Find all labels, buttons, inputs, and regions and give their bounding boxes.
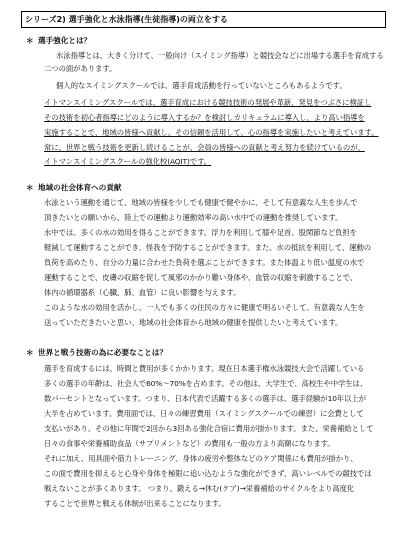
paragraph-line: それに加え、用具面や筋力トレーニング、身体の疲労や整体などのケア関係にも費用が掛かり、 <box>44 454 358 463</box>
paragraph-line: 水中では、多くの水の効用を得ることができます。浮力を利用して膝や足首、股関節など負担を <box>44 228 357 237</box>
paragraph-line: 数パーセントとなっています。つまり、日本代表で活躍する多くの選手は、選手経験が10年以上が <box>44 394 366 403</box>
section-title-text: 地域の社会体育への貢献 <box>38 183 122 192</box>
section-title-text: 選手強化とは？ <box>38 36 92 45</box>
paragraph-line: 選手を育成するには、時間と費用が多くかかります。現在日本選手権水泳競技大会で活躍している <box>44 364 365 373</box>
paragraph-line: 負荷を高めたり、自分の力量に合わせた負荷を選ぶことができます。また体温より低い温度の水で <box>44 258 365 267</box>
paragraph-line: 体内の循環器系（心臓、肺、血管）に良い影響を与えます。 <box>44 288 241 297</box>
asterisk-bullet-icon: ＊ <box>26 183 34 192</box>
paragraph-line: 戦えないことが多くあります。 つまり、鍛える→休む(ケア)→栄養補給のサイクルをより高度化 <box>44 484 355 493</box>
asterisk-bullet-icon: ＊ <box>26 36 34 45</box>
paragraph-line: 送っていただきたいと思い、地域の社会体育から地域の健康を提供したいと考えています。 <box>44 318 343 327</box>
paragraph-line: 支払いがあり、その他に年間で2回から3回ある強化合宿に費用が掛かります。また、栄養補給として <box>44 424 374 433</box>
paragraph-line: このような水の効用を活かし、一人でも多くの住民の方々に健康で明るいそして、有意義な人生を <box>44 303 365 312</box>
asterisk-bullet-icon: ＊ <box>26 348 34 357</box>
section-title-community <box>26 183 122 193</box>
paragraph-line: この面で費用を抑えると心身や身体を極限に追い込むような強化ができず、高いレベルでの競技では <box>44 469 372 478</box>
paragraph-line: 軽減して運動することができ、怪我を予防することができます。また、水の抵抗を利用して、運動の <box>44 243 372 252</box>
paragraph-line: 運動することで、皮膚の収縮を促して風邪のかかり難い身体や、血管の収縮を刺激することで、 <box>44 273 358 282</box>
paragraph-line: 水泳という運動を通じて、地域の皆様を少しでも健康で健やかに、そして有意義な人生を歩んで <box>44 198 358 207</box>
paragraph-line: その技術を初心者指導にどのように導入するか？を検討しカリキュラムに導入し、より高い指導を <box>44 113 365 122</box>
paragraph-line: 水泳指導とは、大きく分けて、一般向け（スイミング指導）と競技会などに出場する選手を育成する <box>56 51 384 60</box>
paragraph-line: することで世界と戦える体制が出来ることになります。 <box>44 499 226 508</box>
paragraph-line: 多くの選手の年齢は、社会人で60%～70%を占めます。その他は、大学生で、高校生や中学生は、 <box>44 379 368 388</box>
paragraph-line: 常に、世界と戦う技術を更新し続けることが、会員の皆様への貢献と考え努力を続けているのが、 <box>44 143 365 152</box>
section-title-world <box>26 348 167 358</box>
paragraph-line: 大半を占めています。費用面では、日々の練習費用（スイミングスクールでの練習）に会費として <box>44 409 364 418</box>
paragraph-line: 個人的なスイミングスクールでは、選手育成活動を行っていないところもあるようです。 <box>56 81 347 90</box>
section-title-text: 世界と戦う技術の為に必要なことは？ <box>38 348 168 357</box>
paragraph-line: イトマンスイミングスクールの強化校(AQIT)です。 <box>44 157 212 166</box>
paragraph-line: 二つの面があります。 <box>44 64 117 73</box>
paragraph-line: 日々の食事や栄養補助食品（サプリメントなど）の費用も一般の方より高額になります。 <box>44 439 335 448</box>
paragraph-line: イトマンスイミングスクールでは、選手育成における競技技術の発展や革新、発見をつぶさに検証し <box>44 98 372 107</box>
paragraph-line: 実施することで、地域の皆様へ貢献し、その信頼を活用して、心の指導を実施したいと考えています。 <box>44 128 379 137</box>
series-header: シリーズ2) 選手強化と水泳指導(生徒指導)の両立をする <box>21 11 386 28</box>
section-title-training <box>26 36 91 46</box>
paragraph-line: 頂きたいとの願いから、陸上での運動より運動効率の高い水中での運動を推奨しています。 <box>44 213 343 222</box>
